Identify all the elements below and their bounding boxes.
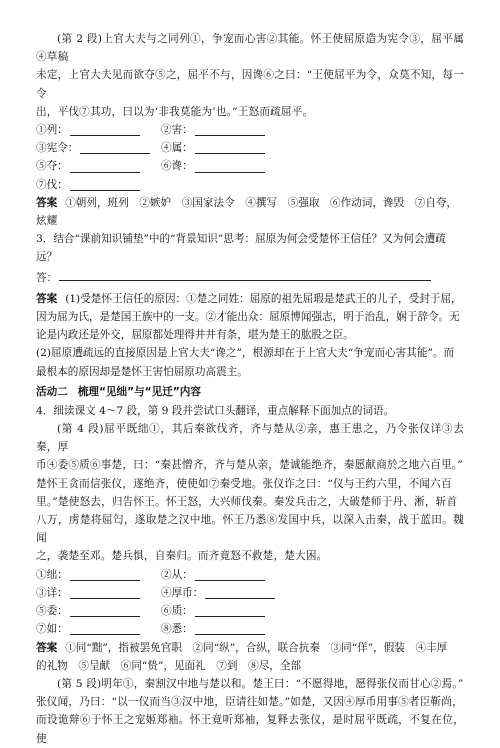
answer-blank[interactable]: [80, 142, 150, 154]
question-text: 3．结合“课前知识铺垫”中的“背景知识”思考：屈原为何会受楚怀王信任？又为何会遭疏: [36, 233, 446, 246]
answer-text: ①朝列，班列 ②嫉妒 ③国家法令 ④撰写 ⑤强取 ⑥作动词，谗毁 ⑦自夸，: [65, 196, 458, 209]
answer-blank[interactable]: [195, 142, 265, 154]
fill-blank-group-4: [36, 566, 464, 639]
text-line: 八万，虏楚将屈匄，遂取楚之汉中地。怀王乃悉⑧发国中兵，以深入击秦，战于蓝田。魏闻: [36, 514, 464, 545]
fill-label: ④属：: [161, 142, 193, 155]
answer-block-1: [36, 194, 464, 230]
answer-text: 因为屈为氏，是楚国王族中的一支。②才能出众：屈原博闻强志，明于治乱，娴于辞令。无: [36, 311, 460, 324]
fill-item: [161, 139, 286, 157]
fill-label: ③详：: [36, 586, 68, 599]
answer-text: ①同“黜”，指被罢免官职 ②同“纵”，合纵，联合抗秦 ③同“佯”，假装 ④丰厚: [65, 641, 448, 654]
fill-label: ⑦伐：: [36, 178, 68, 191]
fill-row: [36, 121, 464, 139]
fill-label: ①列：: [36, 124, 68, 137]
text-line: 未定，上官大夫见而欲夺⑤之，屈平不与，因谗⑥之曰：“王使屈平为令，众莫不知，每一令: [36, 69, 464, 100]
answer-label: 答案: [36, 292, 58, 305]
fill-row: [36, 602, 464, 620]
fill-row: [36, 620, 464, 638]
passage-paragraph-2: [36, 30, 464, 121]
text-line: (第 4 段)屈平既绌①，其后秦欲伐齐，齐与楚从②亲，惠王患之，乃令张仪详③去秦，厚: [36, 423, 464, 454]
answer-text: (1)受楚怀王信任的原因：①楚之同姓：屈原的祖先屈瑕是楚武王的儿子，受封于屈，: [65, 292, 462, 305]
question-text: 远？: [36, 251, 58, 264]
text-line: 出，平伐⑦其功，曰以为‘非我莫能为’也。”王怒而疏屈平。: [36, 105, 314, 118]
answer-text: 论是内政还是外交，屈原都处理得井井有条，堪为楚王的肱股之臣。: [36, 329, 354, 342]
passage-paragraph-4: [36, 420, 464, 566]
fill-label: ①绌：: [36, 568, 68, 581]
question-4: 4．细读课文 4～7 段，第 9 段并尝试口头翻译，重点解释下面加点的词语。: [36, 404, 395, 417]
fill-item: [161, 157, 286, 175]
fill-item: [36, 176, 161, 194]
answer-text: 最根本的原因却是楚怀王害怕屈原功高震主。: [36, 365, 248, 378]
answer-text: (2)屈原遭疏远的直接原因是上官大夫“谗之”，根源却在于上官大夫“争宠而心害其能”。而: [36, 347, 455, 360]
answer-blank[interactable]: [70, 623, 140, 635]
activity-label: 活动二: [36, 385, 68, 398]
answer-label: 答案: [36, 196, 58, 209]
answer-label: 答案: [36, 641, 58, 654]
question-3: [36, 230, 464, 287]
answer-prompt: 答：: [36, 271, 58, 284]
fill-item: [36, 566, 161, 584]
text-line: 张仪闻，乃曰：“以一仪而当③汉中地，臣请往如楚。”如楚，又因④厚币用事⑤者臣靳尚，: [36, 696, 463, 709]
answer-text: 的礼物 ⑤呈献 ⑥同“贽”，见面礼 ⑦到 ⑧尽，全部: [36, 659, 302, 672]
fill-row: [36, 139, 464, 157]
fill-label: ④厚币：: [161, 586, 204, 599]
fill-item: [161, 584, 286, 602]
answer-block-4: [36, 639, 464, 675]
activity-title: 梳理“见绌”与“见迁”内容: [77, 385, 201, 398]
fill-item: [161, 602, 286, 620]
answer-block-3: [36, 290, 464, 381]
fill-item: [36, 139, 161, 157]
text-line: 里。”楚使怒去，归告怀王。怀王怒，大兴师伐秦。秦发兵击之，大破楚师于丹、淅，斩首: [36, 495, 458, 508]
answer-blank[interactable]: [205, 587, 275, 599]
fill-row: [36, 176, 464, 194]
answer-blank[interactable]: [195, 124, 265, 136]
text-line: (第 2 段)上官大夫与之同列①，争宠而心害②其能。怀王使屈原造为宪令③，屈平属④草稿: [36, 33, 464, 64]
answer-blank[interactable]: [195, 605, 265, 617]
fill-item: [161, 620, 286, 638]
answer-blank[interactable]: [195, 569, 265, 581]
answer-blank[interactable]: [70, 161, 140, 173]
text-line: 而设诡辩⑥于怀王之宠姬郑袖。怀王竟听郑袖，复释去张仪，是时屈平既疏，不复在位，使: [36, 714, 464, 745]
answer-blank[interactable]: [195, 623, 265, 635]
fill-label: ②从：: [161, 568, 193, 581]
fill-label: ⑥谗：: [161, 160, 193, 173]
fill-label: ③宪令：: [36, 142, 79, 155]
fill-label: ⑦如：: [36, 623, 68, 636]
fill-label: ⑧悉：: [161, 623, 193, 636]
answer-line: [36, 269, 464, 287]
activity-heading: [36, 383, 464, 402]
answer-blank[interactable]: [70, 124, 140, 136]
fill-row: [36, 566, 464, 584]
text-line: (第 5 段)明年①，秦割汉中地与楚以和。楚王曰：“不愿得地，愿得张仪而甘心②焉。”: [57, 677, 464, 690]
answer-blank[interactable]: [70, 569, 140, 581]
fill-item: [161, 121, 286, 139]
passage-paragraph-5: [36, 675, 464, 748]
fill-label: ⑤夺：: [36, 160, 68, 173]
answer-blank[interactable]: [70, 179, 140, 191]
fill-row: [36, 584, 464, 602]
text-line: 币④委⑤质⑥事楚，曰：“秦甚憎齐，齐与楚从亲，楚诚能绝齐，秦愿献商於之地六百里。”: [36, 459, 463, 472]
answer-blank[interactable]: [70, 587, 140, 599]
fill-item: [36, 157, 161, 175]
fill-item: [161, 566, 286, 584]
fill-item: [36, 620, 161, 638]
fill-label: ⑤委：: [36, 605, 68, 618]
fill-item: [36, 121, 161, 139]
answer-blank[interactable]: [195, 161, 265, 173]
text-line: 之，袭楚至邓。楚兵惧，自秦归。而齐竟怒不救楚，楚大困。: [36, 550, 328, 563]
answer-text: 炫耀: [36, 215, 58, 228]
fill-label: ②害：: [161, 124, 193, 137]
fill-label: ⑥质：: [161, 605, 193, 618]
answer-blank[interactable]: [59, 269, 431, 281]
fill-item: [36, 584, 161, 602]
answer-blank[interactable]: [70, 605, 140, 617]
fill-row: [36, 157, 464, 175]
fill-blank-group-1: [36, 121, 464, 194]
text-line: 楚怀王贪而信张仪，遂绝齐，使使如⑦秦受地。张仪诈之曰：“仪与王约六里，不闻六百: [36, 477, 452, 490]
fill-item: [36, 602, 161, 620]
